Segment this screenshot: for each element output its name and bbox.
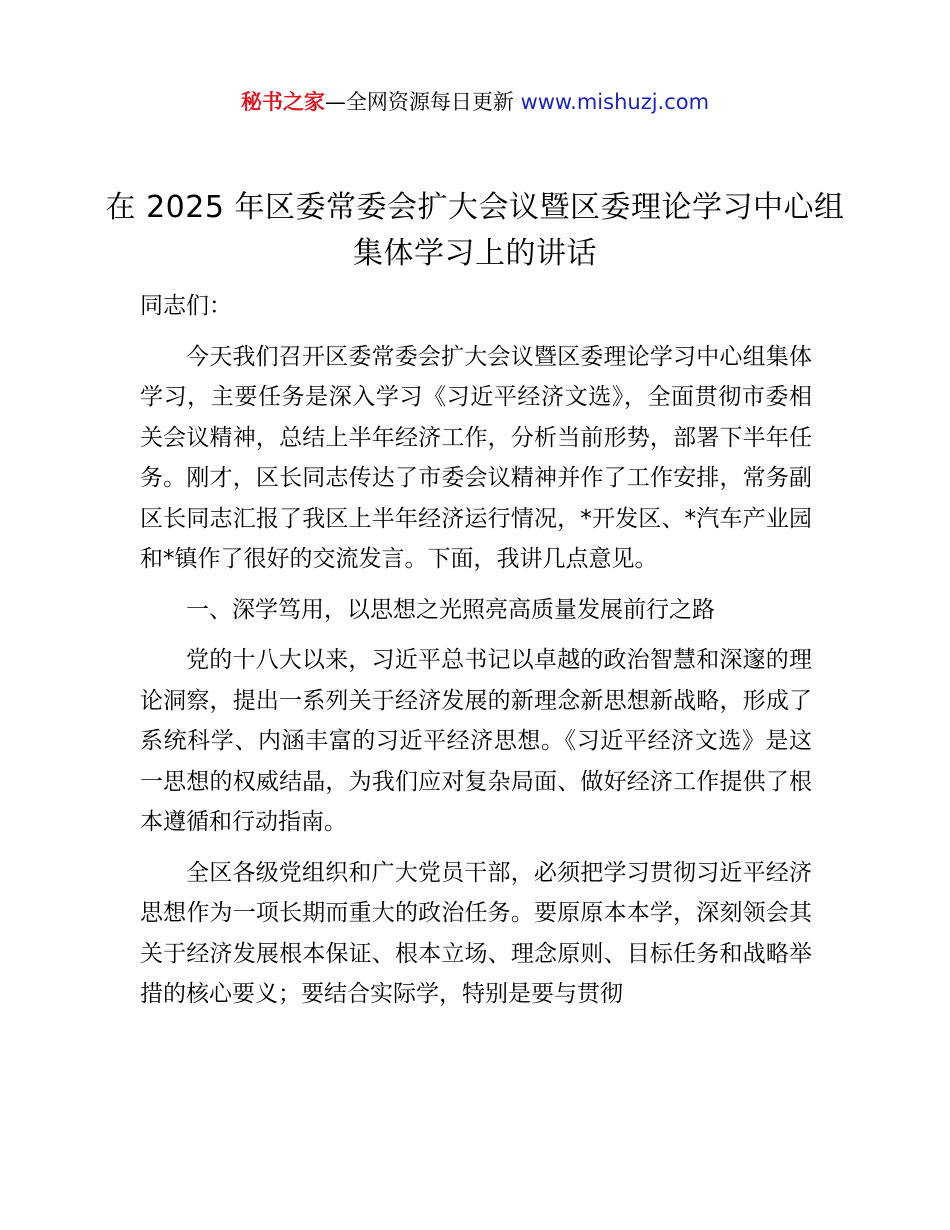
paragraph-intro: 今天我们召开区委常委会扩大会议暨区委理论学习中心组集体学习，主要任务是深入学习《习近平经济文选》，全面贯彻市委相关会议精神，总结上半年经济工作，分析当前形势，部署下半年任务。刚才，区长同志传达了市委会议精神并作了工作安排，常务副区长同志汇报了我区上半年经济运行情况，*开发区、*汽车产业园和*镇作了很好的交流发言。下面，我讲几点意见。	[140, 343, 812, 572]
site-url-link[interactable]: www.mishuzj.com	[520, 90, 710, 114]
document-body	[140, 286, 812, 1015]
paragraph-theory: 党的十八大以来，习近平总书记以卓越的政治智慧和深邃的理论洞察，提出一系列关于经济发展的新理念新思想新战略，形成了系统科学、内涵丰富的习近平经济思想。《习近平经济文选》是这一思想的权威结晶，为我们应对复杂局面、做好经济工作提供了根本遵循和行动指南。	[140, 647, 812, 835]
paragraph-study-requirements: 全区各级党组织和广大党员干部，必须把学习贯彻习近平经济思想作为一项长期而重大的政治任务。要原原本本学，深刻领会其关于经济发展根本保证、根本立场、理念原则、目标任务和战略举措的核心要义；要结合实际学，特别是要与贯彻	[140, 859, 812, 1007]
header-tagline: —全网资源每日更新	[324, 90, 521, 114]
section-heading-1: 一、深学笃用，以思想之光照亮高质量发展前行之路	[186, 596, 715, 623]
brand-name: 秘书之家	[240, 90, 325, 114]
salutation: 同志们：	[140, 293, 232, 319]
document-title: 在 2025 年区委常委会扩大会议暨区委理论学习中心组集体学习上的讲话	[105, 190, 845, 271]
site-header	[0, 88, 950, 116]
